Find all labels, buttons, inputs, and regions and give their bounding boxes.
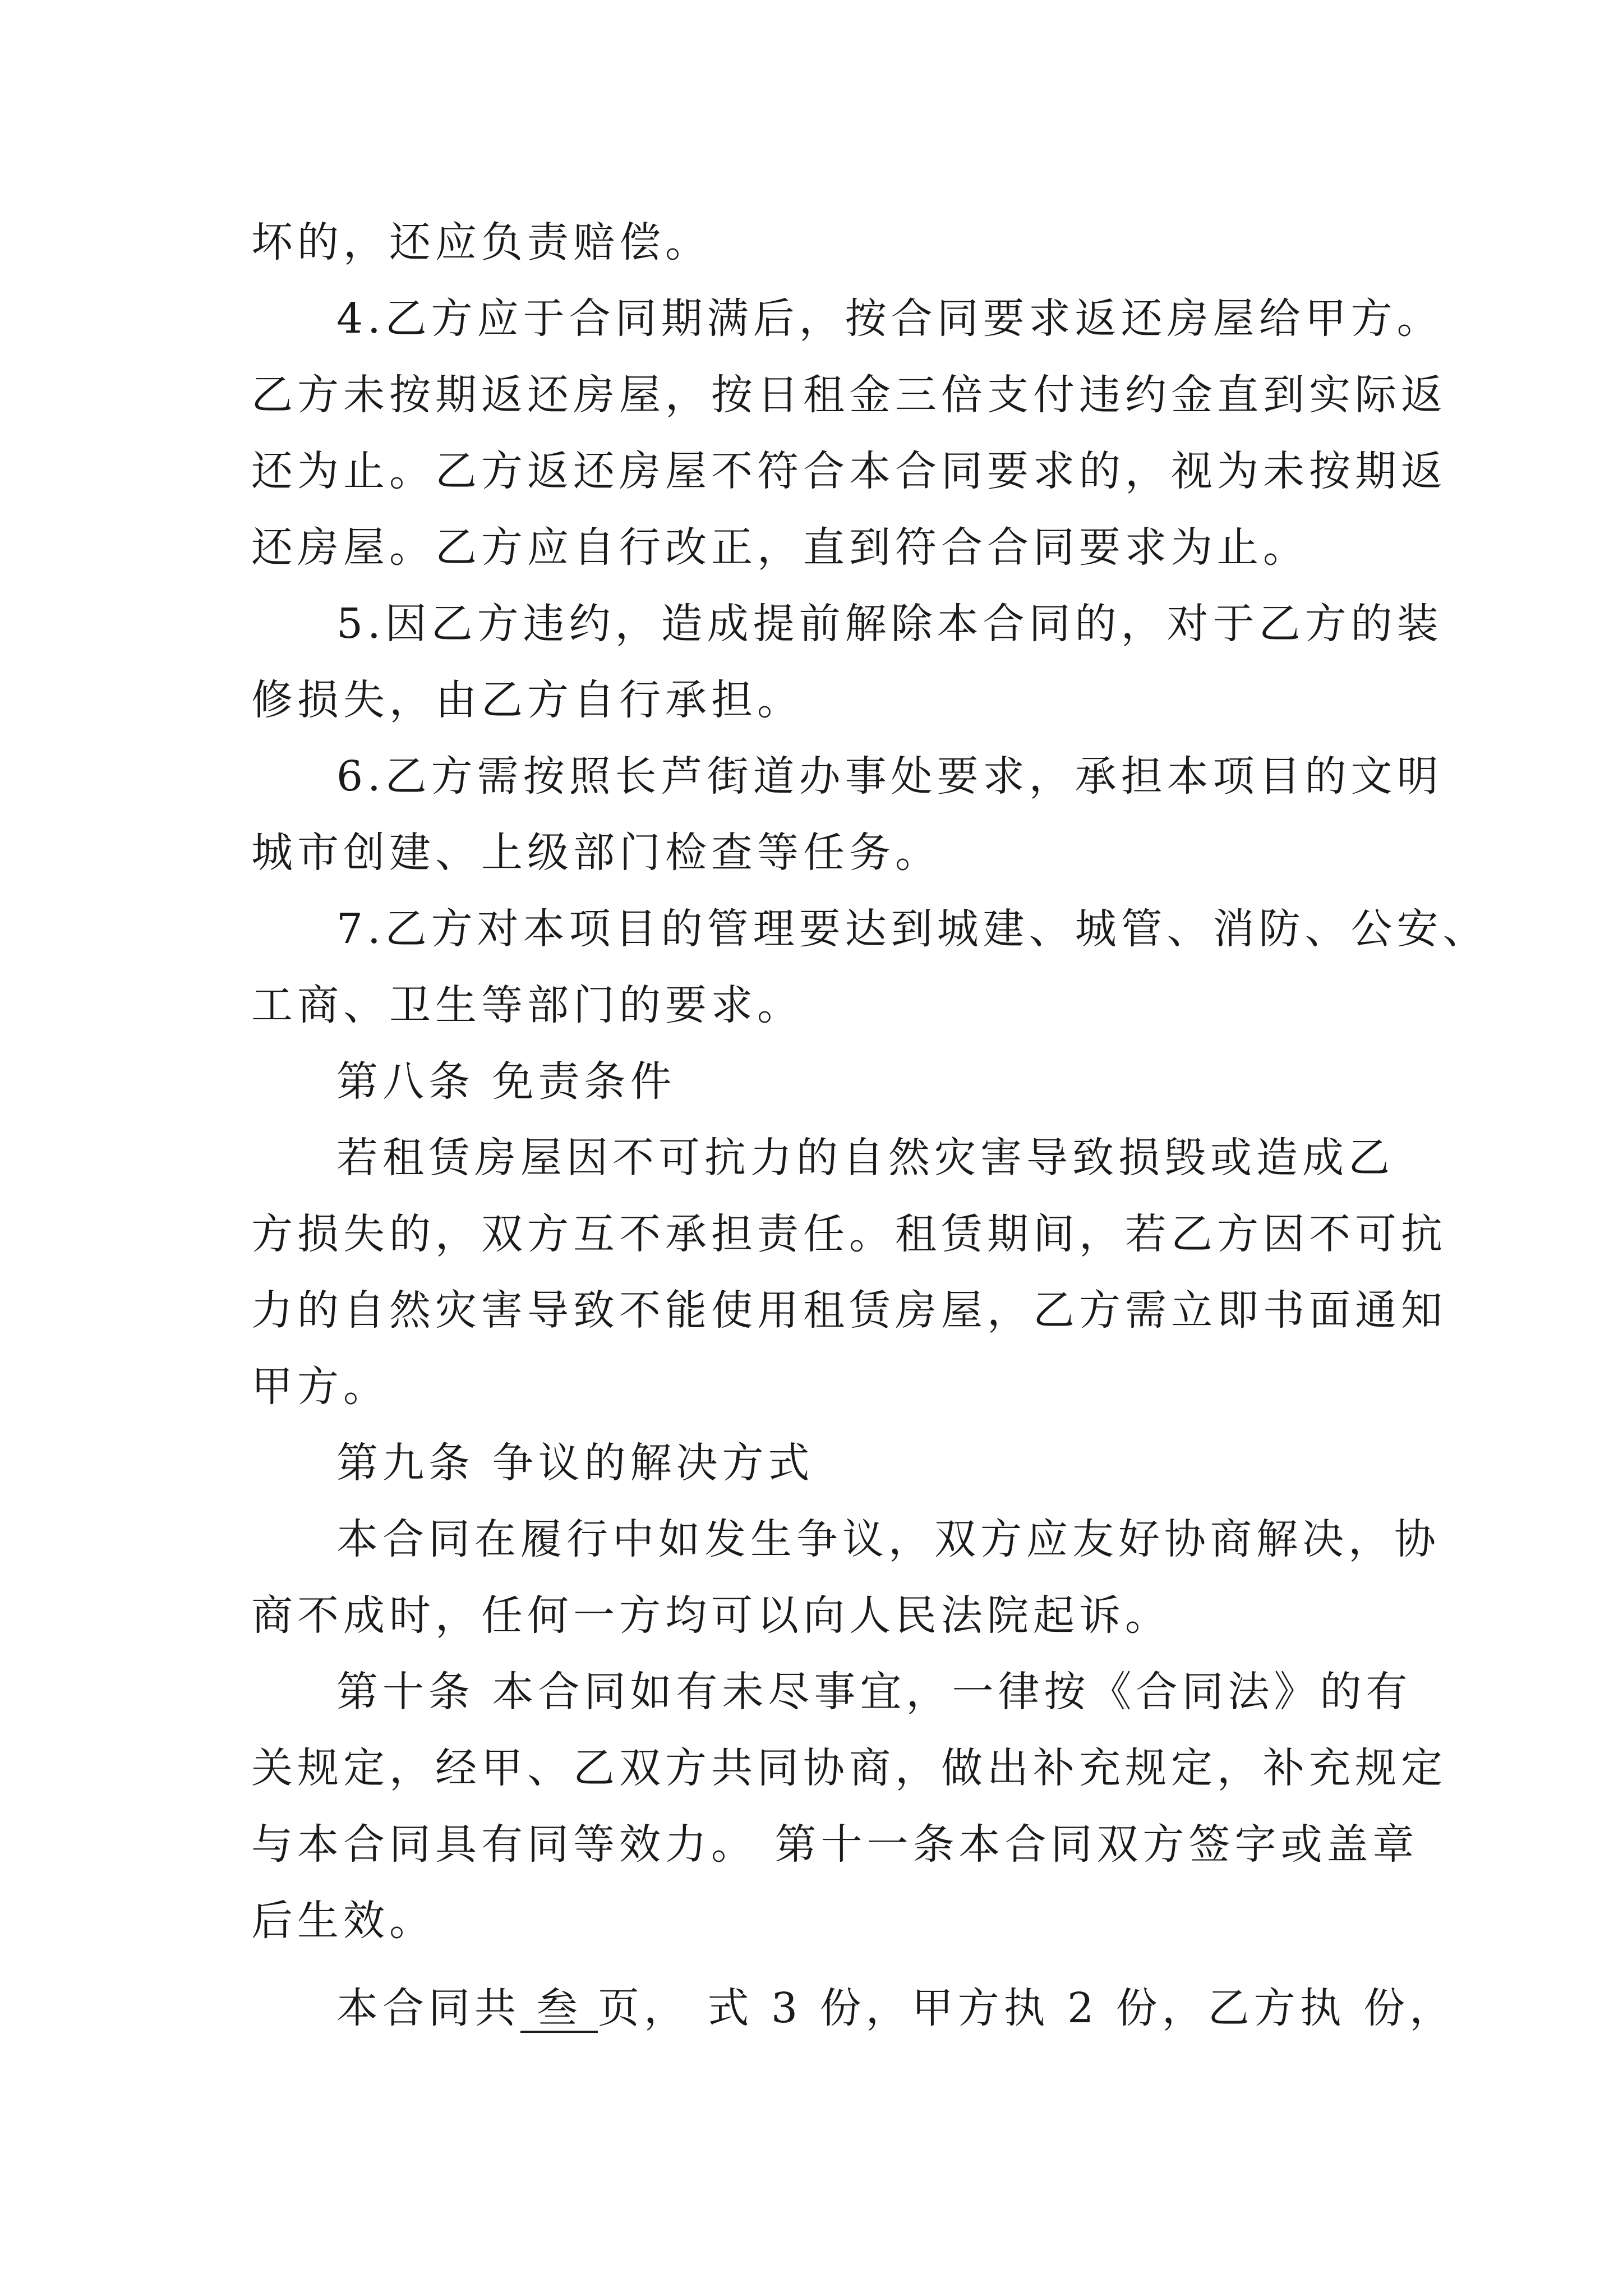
text-line: 6.乙方需按照长芦街道办事处要求，承担本项目的文明 (336, 752, 1443, 800)
text-line: 方损失的，双方互不承担责任。租赁期间，若乙方因不可抗 (251, 1210, 1447, 1258)
text-line: 工商、卫生等部门的要求。 (251, 981, 803, 1029)
text-line: 第十条 本合同如有未尽事宜，一律按《合同法》的有 (336, 1668, 1412, 1716)
text-line: 城市创建、上级部门检查等任务。 (251, 829, 941, 877)
text-line: 7.乙方对本项目的管理要达到城建、城管、消防、公安、 (336, 905, 1489, 953)
text-line: 还房屋。乙方应自行改正，直到符合合同要求为止。 (251, 523, 1309, 572)
text-line: 关规定，经甲、乙双方共同协商，做出补充规定，补充规定 (251, 1744, 1447, 1792)
text-line: 坏的，还应负责赔偿。 (251, 218, 711, 266)
text-line: 若租赁房屋因不可抗力的自然灾害导致损毁或造成乙 (336, 1134, 1394, 1182)
page-count-blank: 叁 (520, 1986, 598, 2033)
copies-line (336, 1981, 1455, 2035)
text-line: 还为止。乙方返还房屋不符合本合同要求的，视为未按期返 (251, 447, 1447, 495)
text-line: 修损失，由乙方自行承担。 (251, 676, 803, 724)
text-line: 商不成时，任何一方均可以向人民法院起诉。 (251, 1591, 1171, 1640)
text-line: 乙方未按期返还房屋，按日租金三倍支付违约金直到实际返 (251, 371, 1447, 419)
text-line: 本合同在履行中如发生争议，双方应友好协商解决，协 (336, 1515, 1440, 1563)
text-line: 4.乙方应于合同期满后，按合同要求返还房屋给甲方。 (336, 295, 1443, 343)
copies-prefix: 本合同共 (336, 1984, 520, 2032)
text-line: 力的自然灾害导致不能使用租赁房屋，乙方需立即书面通知 (251, 1286, 1447, 1335)
text-line: 5.因乙方违约，造成提前解除本合同的，对于乙方的装 (336, 600, 1443, 648)
copies-suffix: 页， 式 3 份，甲方执 2 份，乙方执 份， (598, 1984, 1456, 2032)
section-heading: 第九条 争议的解决方式 (336, 1439, 814, 1487)
text-line: 与本合同具有同等效力。 第十一条本合同双方签字或盖章 (251, 1820, 1419, 1869)
text-line: 后生效。 (251, 1897, 435, 1945)
text-line: 甲方。 (251, 1363, 389, 1411)
section-heading: 第八条 免责条件 (336, 1057, 676, 1106)
